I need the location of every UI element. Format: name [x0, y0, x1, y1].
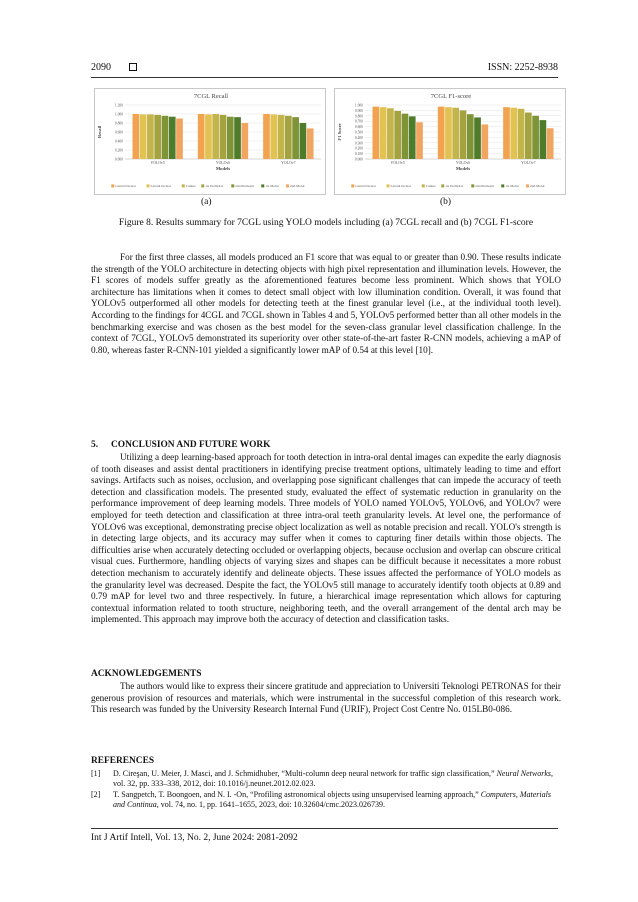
recall-chart-svg: [95, 89, 327, 196]
acknowledgements-heading: ACKNOWLEDGEMENTS: [91, 669, 202, 679]
legend-entry: Canine: [185, 184, 196, 188]
legend-entry: 1st Premolar: [445, 184, 464, 188]
legend-swatch: [351, 184, 354, 187]
chart-title: 7CGL F1-score: [430, 93, 472, 100]
x-tick-label: YOLOv6: [215, 161, 231, 165]
bar: [162, 116, 169, 159]
recall-chart: [94, 88, 326, 195]
y-tick-label: 1.000: [114, 112, 123, 117]
bar: [387, 108, 394, 159]
legend-swatch: [387, 184, 390, 187]
legend-swatch: [501, 184, 504, 187]
legend-entry: Canine: [425, 184, 436, 188]
header-rule: [91, 77, 558, 78]
legend-entry: 1st Molar: [265, 184, 279, 188]
y-tick-label: 0.800: [114, 121, 123, 126]
bar: [234, 117, 241, 159]
bar: [503, 107, 510, 159]
legend-entry: 2nd Molar: [290, 184, 305, 188]
bar: [372, 107, 379, 159]
legend-entry: 1st Molar: [505, 184, 519, 188]
bar: [147, 114, 154, 159]
bar: [402, 114, 409, 159]
reference-number: [1]: [91, 769, 101, 778]
bar: [547, 128, 554, 159]
legend-entry: 2nd Premolar: [235, 184, 255, 188]
running-footer: Int J Artif Intell, Vol. 13, No. 2, June 2024: 2081-2092: [91, 833, 298, 843]
legend-swatch: [471, 184, 474, 187]
x-tick-label: YOLOv7: [521, 161, 536, 165]
bar: [467, 114, 474, 159]
x-axis-label: Models: [215, 166, 231, 171]
y-tick-label: 0.400: [114, 139, 123, 144]
bar: [270, 114, 277, 159]
legend-entry: Central Incisor: [355, 184, 377, 188]
y-tick-label: 0.200: [354, 146, 363, 151]
bar: [176, 119, 183, 160]
legend-swatch: [261, 184, 264, 187]
section-title: CONCLUSION AND FUTURE WORK: [111, 440, 271, 450]
reference-journal: Computers, Materials and Continua: [113, 790, 551, 809]
bar: [474, 117, 481, 159]
acknowledgements-paragraph: The authors would like to express their sincere gratitude and appreciation to Universiti Teknologi PETRONAS for their generous provision of resources and materials, which were instrumental in the successful completion of this research work. This research was funded by the University Research Internal Fund (URIF), Project Cost Centre No. 015LB0-086.: [91, 681, 561, 715]
bar: [460, 110, 467, 159]
reference-text: D. Cireşan, U. Meier, J. Masci, and J. Schmidhuber, “Multi-column deep neural network for traffic sign classification,” Neural Networks, vol. 32, pp. 333–338, 2012, doi: 10.1016/j.neunet.2012.02.023.: [113, 769, 554, 788]
bar: [132, 114, 139, 159]
bar: [263, 114, 270, 159]
legend-swatch: [111, 184, 114, 187]
bar: [227, 117, 234, 159]
y-tick-label: 0.900: [354, 108, 363, 113]
reference-number: [2]: [91, 790, 101, 799]
bar: [452, 108, 459, 159]
references-heading: REFERENCES: [91, 756, 155, 766]
y-tick-label: 0.800: [354, 114, 363, 119]
bar: [307, 128, 314, 159]
running-header: [91, 62, 558, 76]
y-tick-label: 1.000: [354, 103, 363, 108]
x-tick-label: YOLOv6: [455, 161, 471, 165]
y-tick-label: 0.200: [114, 148, 123, 153]
section-heading: [91, 440, 270, 450]
x-tick-label: YOLOv5: [390, 161, 405, 165]
legend-swatch: [526, 184, 529, 187]
section-number: 5.: [91, 440, 99, 450]
bar: [205, 114, 212, 159]
legend-entry: 2nd Molar: [530, 184, 545, 188]
bar: [154, 115, 161, 159]
footer-rule: [91, 828, 558, 829]
bar: [445, 107, 452, 159]
bar: [212, 114, 219, 159]
bar: [438, 107, 445, 159]
y-tick-label: 0.100: [354, 152, 363, 157]
y-tick-label: 0.400: [354, 135, 363, 140]
y-tick-label: 0.000: [354, 157, 363, 162]
legend-entry: 2nd Premolar: [475, 184, 495, 188]
x-tick-label: YOLOv7: [281, 161, 296, 165]
bar: [532, 116, 539, 159]
y-tick-label: 0.300: [354, 141, 363, 146]
y-tick-label: 0.500: [354, 130, 363, 135]
reference-item: [91, 790, 561, 810]
f1-chart: [334, 88, 566, 195]
y-tick-label: 0.700: [354, 119, 363, 124]
y-tick-label: 0.000: [114, 157, 123, 162]
legend-swatch: [231, 184, 234, 187]
x-axis-label: Models: [455, 166, 471, 171]
y-axis-label: F1 Score: [337, 123, 342, 141]
bar: [416, 122, 423, 159]
y-tick-label: 0.600: [114, 130, 123, 135]
legend-swatch: [182, 184, 185, 187]
bar: [169, 117, 176, 159]
bar: [292, 117, 299, 159]
reference-item: [91, 769, 561, 789]
bar: [300, 123, 307, 159]
legend-swatch: [147, 184, 150, 187]
legend-swatch: [201, 184, 204, 187]
chart-title: 7CGL Recall: [193, 93, 229, 100]
y-axis-label: Recall: [97, 125, 102, 139]
f1-chart-svg: [335, 89, 567, 196]
reference-journal: Neural Networks: [496, 769, 552, 778]
bar: [285, 116, 292, 159]
x-tick-label: YOLOv5: [150, 161, 165, 165]
conclusion-paragraph: Utilizing a deep learning-based approach for tooth detection in intra-oral dental images can expedite the early diagnosis of tooth diseases and assist dental practitioners in identifying precise treatment options, ultimately leading to time and effort savings. Artifacts such as noises, occlusion, and overlapping pose significant challenges that can impede the accuracy of teeth detection and classification models. The presented study, evaluated the effect of systematic reduction in granularity on the performance improvement of deep learning models. Three models of YOLO named YOLOv5, YOLOv6, and YOLOv7 were employed for teeth detection and classification at three intra-oral teeth granularity levels. At level one, the performance of YOLOv6 was exceptional, demonstrating precise object localization as well as notable precision and recall. YOLO's strength is in detecting large objects, and its accuracy may suffer when it comes to capturing finer details within those objects. The difficulties arise when accurately detecting occluded or overlapping objects, because occlusion and overlap can obscure critical visual cues. Furthermore, handling objects of varying sizes and shapes can be difficult because it necessitates a more robust detection mechanism to accurately identify and delineate objects. These issues affected the performance of YOLO models as the granularity level was decreased. Despite the fact, the YOLOv5 still manage to accurately identify tooth objects at 0.89 and 0.79 mAP for level two and three respectively. In future, a hierarchical image representation which allows for capturing contextual information related to tooth structure, neighboring teeth, and the overall arrangement of the dental arch may be implemented. This approach may improve both the accuracy of detection and classification tasks.: [91, 452, 561, 625]
bar: [540, 120, 547, 159]
body-paragraph: For the first three classes, all models produced an F1 score that was equal to or greater than 0.90. These results indicate the strength of the YOLO architecture in detecting objects with high pixel representation and illumination levels. However, the F1 scores of models suffer greatly as the aforementioned features become less prominent. Which shows that YOLO architecture has limitations when it comes to detect small object with low illumination condition. Overall, it was found that YOLOv5 outperformed all other models for detecting teeth at the finest granular level (i.e., at the individual tooth level). According to the findings for 4CGL and 7CGL shown in Tables 4 and 5, YOLOv5 performed better than all other models in the benchmarking exercise and was chosen as the best model for the seven-class granular level classification challenge. In the context of 7CGL, YOLOv5 demonstrated its superiority over other state-of-the-art faster R-CNN models, achieving a mAP of 0.80, whereas faster R-CNN-101 yielded a significantly lower mAP of 0.54 at this level [10].: [91, 252, 561, 355]
bar: [510, 108, 517, 159]
reference-text: T. Sangpetch, T. Boongoen, and N. I. -On, “Profiling astronomical objects using unsupervised learning approach,” Computers, Materials and Continua, vol. 74, no. 1, pp. 1641–1655, 2023, doi: 10.32604/cmc.2023.026739.: [113, 790, 551, 809]
bar: [220, 115, 227, 159]
bar: [242, 123, 249, 159]
bar: [482, 124, 489, 159]
page-number: 2090: [91, 62, 111, 73]
issn: ISSN: 2252-8938: [487, 62, 558, 73]
bar: [409, 116, 416, 159]
legend-swatch: [422, 184, 425, 187]
legend-entry: Central Incisor: [115, 184, 137, 188]
bar: [394, 111, 401, 159]
bar: [198, 114, 205, 159]
y-tick-label: 0.600: [354, 125, 363, 130]
subfigure-label-a: (a): [201, 197, 212, 207]
figure-caption: Figure 8. Results summary for 7CGL using YOLO models including (a) 7CGL recall and (b) 7CGL F1-score: [118, 218, 534, 228]
legend-swatch: [441, 184, 444, 187]
y-tick-label: 1.200: [114, 103, 123, 108]
bar: [525, 113, 532, 159]
subfigure-label-b: (b): [440, 197, 452, 207]
legend-entry: 1st Premolar: [205, 184, 224, 188]
header-box-icon: [129, 63, 137, 71]
bar: [140, 114, 147, 159]
legend-entry: Lateral Incisor: [390, 184, 412, 188]
legend-swatch: [286, 184, 289, 187]
bar: [278, 115, 285, 159]
bar: [380, 107, 387, 159]
bar: [518, 109, 525, 159]
legend-entry: Lateral Incisor: [150, 184, 172, 188]
